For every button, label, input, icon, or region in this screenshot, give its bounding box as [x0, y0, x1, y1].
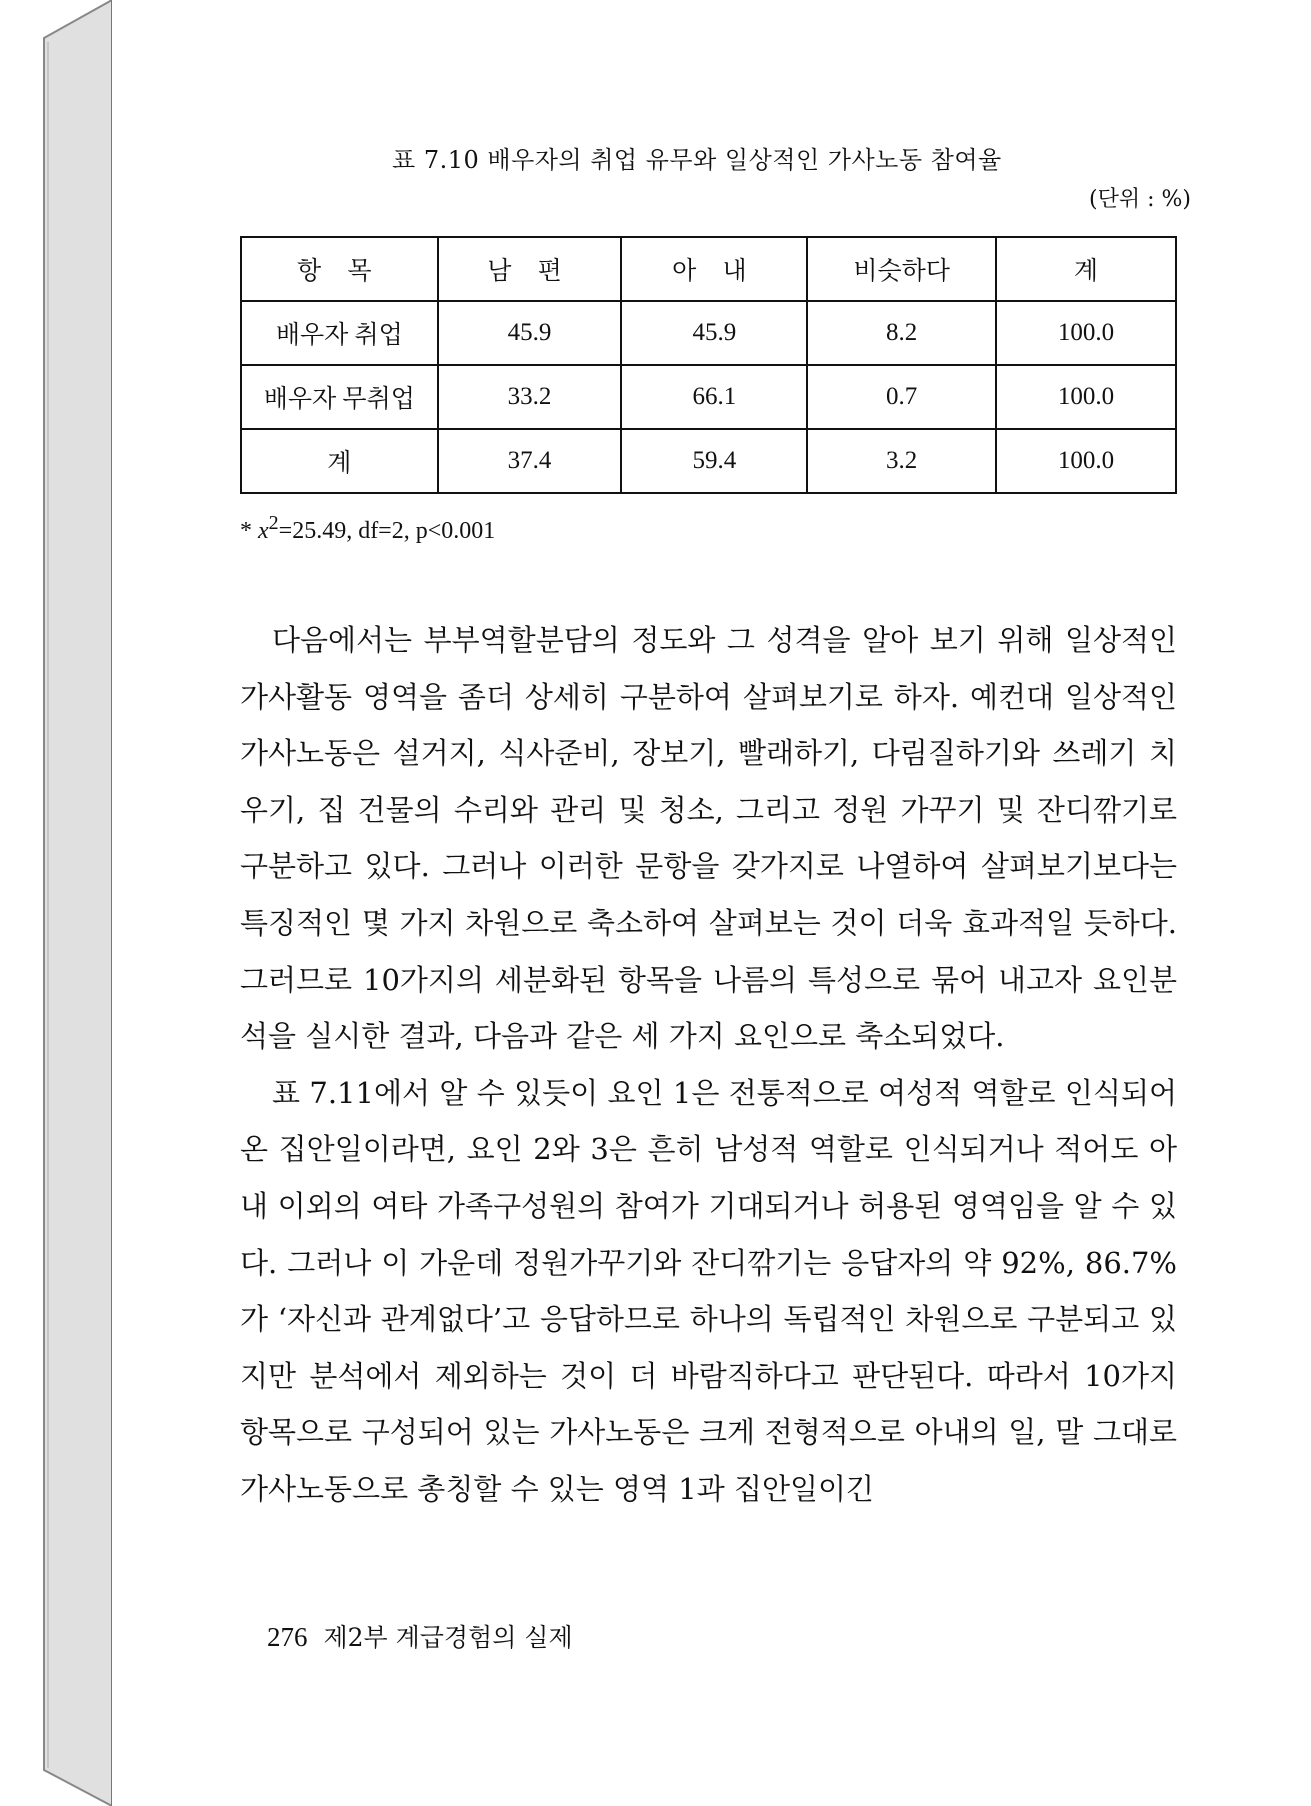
table-cell: 66.1 — [621, 365, 807, 429]
row-label: 배우자 취업 — [241, 301, 438, 365]
table-cell: 100.0 — [996, 429, 1176, 493]
row-label: 계 — [241, 429, 438, 493]
footnote-chi: x — [258, 518, 269, 544]
header-cell-wife: 아 내 — [621, 237, 807, 301]
table-cell: 8.2 — [807, 301, 996, 365]
book-spine — [44, 0, 112, 1806]
body-text — [240, 612, 1177, 1518]
paragraph: 표 7.11에서 알 수 있듯이 요인 1은 전통적으로 여성적 역할로 인식되어 온 집안일이라면, 요인 2와 3은 흔히 남성적 역할로 인식되거나 적어도 아내 이외의 여타 가족구성원의 참여가 기대되거나 허용된 영역임을 알 수 있다. 그러나 이 가운데 정원가꾸기와 잔디깎기는 응답자의 약 92%, 86.7%가 ‘자신과 관계없다’고 응답하므로 하나의 독립적인 차원으로 구분되고 있지만 분석에서 제외하는 것이 더 바람직하다고 판단된다. 따라서 10가지 항목으로 구성되어 있는 가사노동은 크게 전형적으로 아내의 일, 말 그대로 가사노동으로 총칭할 수 있는 영역 1과 집안일이긴 — [240, 1075, 1177, 1506]
header-cell-item: 항 목 — [241, 237, 438, 301]
table-cell: 0.7 — [807, 365, 996, 429]
data-table — [240, 236, 1177, 494]
footnote-star: * — [240, 518, 252, 544]
page-number: 276 — [267, 1622, 308, 1652]
header-cell-total: 계 — [996, 237, 1176, 301]
section-title: 제2부 계급경험의 실제 — [323, 1623, 573, 1652]
table-cell: 3.2 — [807, 429, 996, 493]
page — [112, 0, 1311, 1806]
table-cell: 33.2 — [438, 365, 622, 429]
footnote-superscript: 2 — [268, 512, 279, 534]
paragraph: 다음에서는 부부역할분담의 정도와 그 성격을 알아 보기 위해 일상적인 가사활동 영역을 좀더 상세히 구분하여 살펴보기로 하자. 예컨대 일상적인 가사노동은 설거지, 식사준비, 장보기, 빨래하기, 다림질하기와 쓰레기 치우기, 집 건물의 수리와 관리 및 청소, 그리고 정원 가꾸기 및 잔디깎기로 구분하고 있다. 그러나 이러한 문항을 갖가지로 나열하여 살펴보기보다는 특징적인 몇 가지 차원으로 축소하여 살펴보는 것이 더욱 효과적일 듯하다. 그러므로 10가지의 세분화된 항목을 나름의 특성으로 묶어 내고자 요인분석을 실시한 결과, 다음과 같은 세 가지 요인으로 축소되었다. — [240, 623, 1177, 1054]
table-cell: 37.4 — [438, 429, 622, 493]
header-cell-similar: 비슷하다 — [807, 237, 996, 301]
table-row — [241, 365, 1176, 429]
table-footnote — [240, 512, 495, 545]
table-cell: 100.0 — [996, 301, 1176, 365]
table-cell: 59.4 — [621, 429, 807, 493]
table-row — [241, 301, 1176, 365]
row-label: 배우자 무취업 — [241, 365, 438, 429]
table-cell: 100.0 — [996, 365, 1176, 429]
header-cell-husband: 남 편 — [438, 237, 622, 301]
page-footer — [267, 1618, 573, 1654]
table-unit: (단위 : %) — [1089, 187, 1191, 212]
table-header-row — [241, 237, 1176, 301]
table-cell: 45.9 — [621, 301, 807, 365]
table-cell: 45.9 — [438, 301, 622, 365]
footnote-stats: =25.49, df=2, p<0.001 — [278, 518, 496, 544]
table-row — [241, 429, 1176, 493]
table-caption: 표 7.10 배우자의 취업 유무와 일상적인 가사노동 참여율 — [392, 146, 1002, 174]
